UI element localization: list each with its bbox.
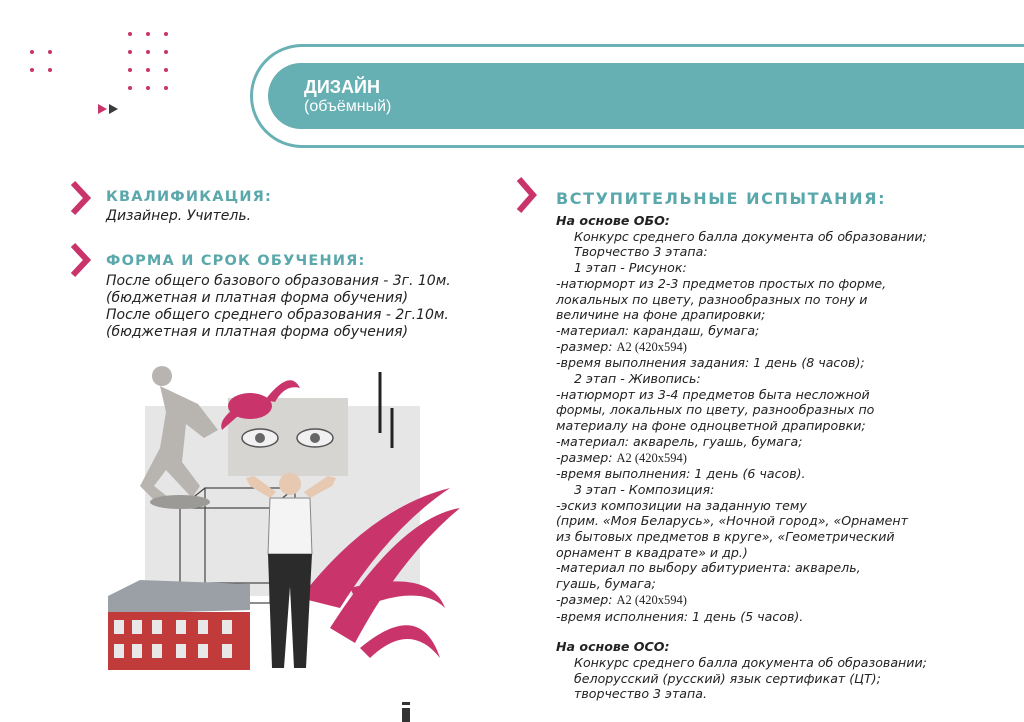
page-title: ДИЗАЙН (304, 77, 380, 97)
entrance-heading: ВСТУПИТЕЛЬНЫЕ ИСПЫТАНИЯ: (556, 189, 887, 208)
chevron-right-icon (70, 242, 92, 278)
size-value: А2 (420х594) (616, 339, 687, 354)
stage2-line: -натюрморт из 3-4 предметов быта несложной (556, 386, 870, 402)
study-form-line: (бюджетная и платная форма обучения) (106, 290, 409, 306)
stage2-line: формы, локальных по цвету, разнообразных по (556, 402, 875, 418)
stage1-size (556, 339, 927, 356)
stage2-time: -время выполнения: 1 день (6 часов). (556, 466, 806, 482)
stage3-line: гуашь, бумага; (556, 576, 656, 592)
stage3-line: из бытовых предметов в круге», «Геометрический (556, 529, 895, 545)
size-label: -размер: (556, 338, 613, 354)
size-label: -размер: (556, 449, 613, 465)
stage3-line: -эскиз композиции на заданную тему (556, 497, 807, 513)
study-form-heading: ФОРМА И СРОК ОБУЧЕНИЯ: (106, 253, 366, 269)
stage1-line: величине на фоне драпировки; (556, 307, 766, 323)
obo-intro-line: Творчество 3 этапа: (574, 244, 708, 260)
stage1-title: 1 этап - Рисунок: (574, 260, 687, 276)
stage1-line: -материал: карандаш, бумага; (556, 322, 760, 338)
study-form-line: (бюджетная и платная форма обучения) (106, 324, 409, 340)
oso-line: белорусский (русский) язык сертификат (ЦТ); (574, 670, 881, 686)
red-building (108, 580, 250, 670)
size-value: А2 (420х594) (616, 450, 687, 465)
decorative-mark (400, 700, 412, 722)
stage3-line: (прим. «Моя Беларусь», «Ночной город», «Орнамент (556, 513, 908, 529)
size-value: А2 (420х594) (616, 592, 687, 607)
page-subtitle: (объёмный) (304, 98, 392, 115)
stage3-line: -материал по выбору абитуриента: акварель, (556, 560, 861, 576)
qualification-heading: КВАЛИФИКАЦИЯ: (106, 189, 273, 205)
obo-intro-line: Конкурс среднего балла документа об образовании; (574, 228, 927, 244)
stage3-title: 3 этап - Композиция: (574, 481, 715, 497)
oso-line: Конкурс среднего балла документа об образовании; (574, 654, 927, 670)
stage3-line: орнамент в квадрате» и др.) (556, 544, 748, 560)
obo-title: На основе ОБО: (556, 213, 670, 228)
stage1-line: -натюрморт из 2-3 предметов простых по форме, (556, 275, 887, 291)
chevron-right-icon (70, 180, 92, 216)
stage2-line: материалу на фоне одноцветной драпировки; (556, 418, 866, 434)
size-label: -размер: (556, 591, 613, 607)
stage3-size (556, 592, 927, 609)
study-form-line: После общего базового образования - 3г. 10м. (106, 273, 451, 289)
stage1-line: локальных по цвету, разнообразных по тону и (556, 291, 868, 307)
oso-title: На основе ОСО: (556, 639, 670, 655)
design-collage-illustration (100, 358, 460, 688)
stage2-line: -материал: акварель, гуашь, бумага; (556, 433, 803, 449)
stage1-time: -время выполнения задания: 1 день (8 часов); (556, 355, 865, 371)
oso-line: творчество 3 этапа. (574, 686, 707, 702)
qualification-text: Дизайнер. Учитель. (106, 208, 252, 224)
stage2-size (556, 450, 927, 467)
stage3-time: -время исполнения: 1 день (5 часов). (556, 608, 804, 624)
chevron-right-icon (516, 176, 538, 214)
title-banner (268, 63, 1024, 129)
study-form-line: После общего среднего образования - 2г.10м. (106, 307, 449, 323)
entrance-details (556, 213, 927, 702)
stage2-title: 2 этап - Живопись: (574, 371, 701, 387)
